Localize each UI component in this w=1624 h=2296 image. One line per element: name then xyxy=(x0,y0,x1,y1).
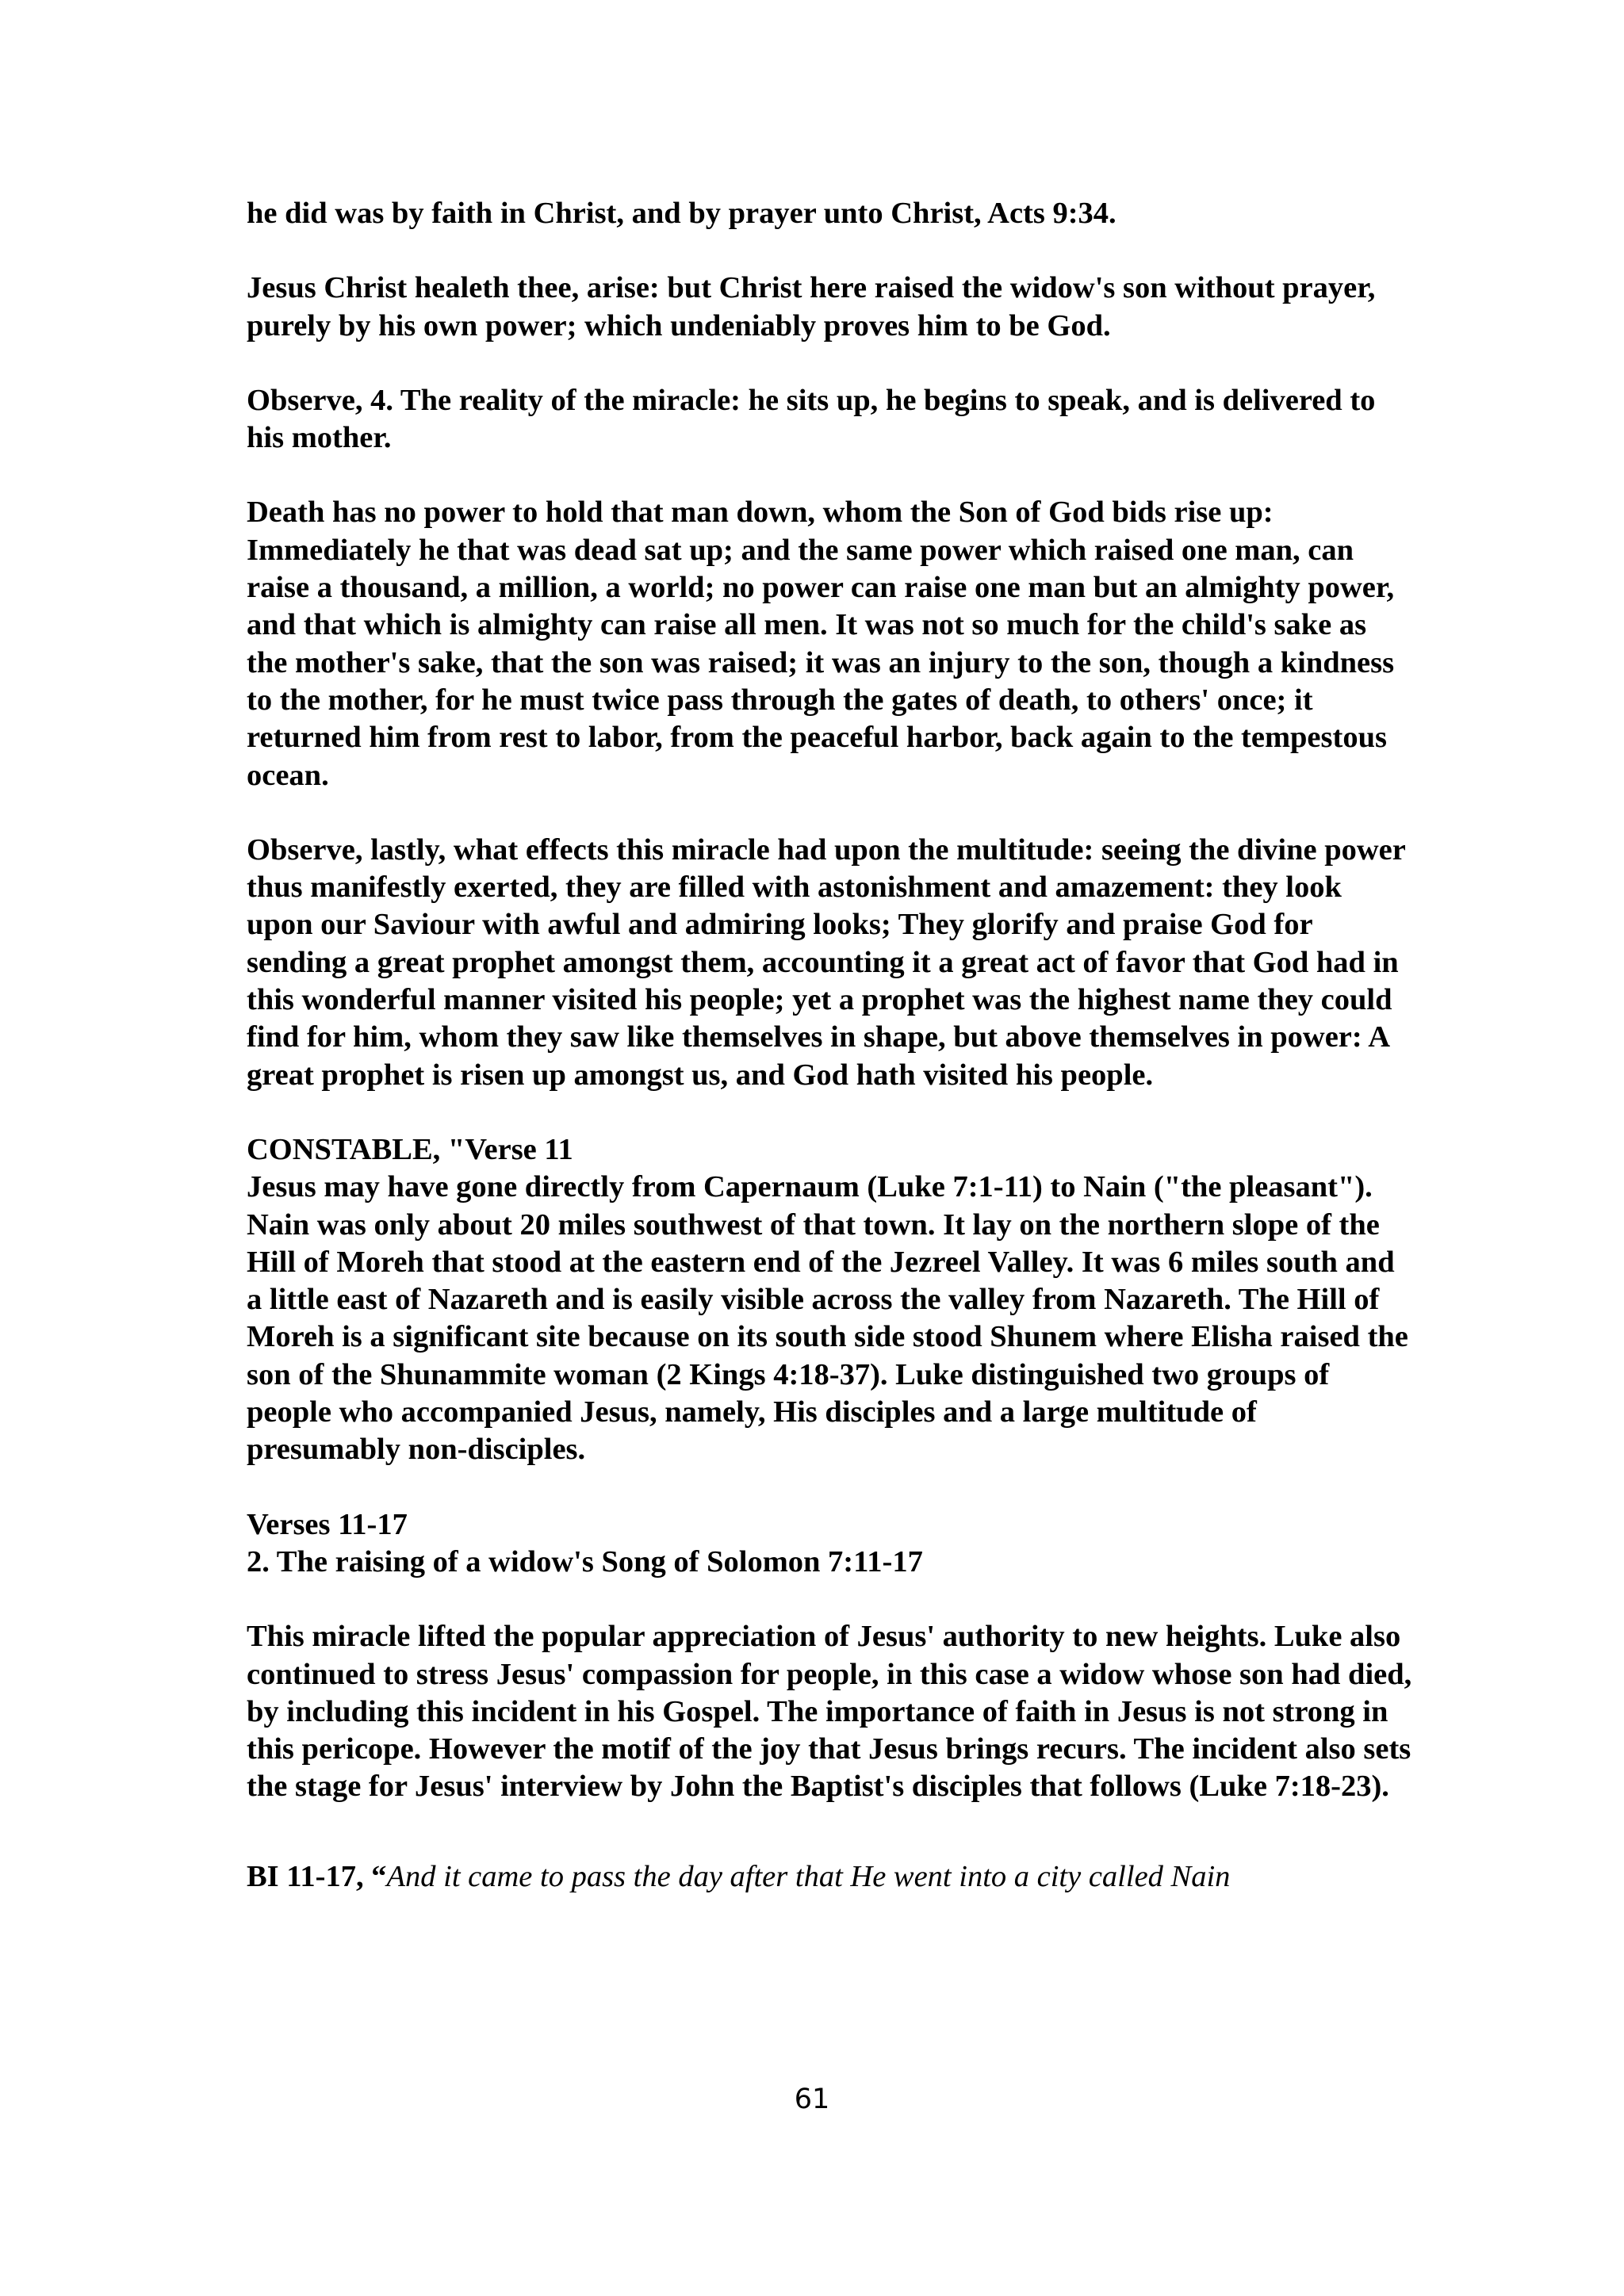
paragraph-observe-lastly: Observe, lastly, what effects this miracle had upon the multitude: seeing the divine power thus manifestly exerted, they are filled with astonishment and amazement: they look upon our Saviour with awful and admiring looks; They glorify and praise God for sending a great prophet amongst them, accounting it a great act of favor that God had in this wonderful manner visited his people; yet a prophet was the highest name they could find for him, whom they saw like themselves in shape, but above themselves in power: A great prophet is risen up amongst us, and God hath visited his people. xyxy=(247,832,1406,1092)
verses-subheading: 2. The raising of a widow's Song of Solomon 7:11-17 xyxy=(247,1544,923,1578)
constable-heading: CONSTABLE, "Verse 11 xyxy=(247,1132,573,1166)
bi-line xyxy=(247,1858,1412,1896)
paragraph-death-no-power: Death has no power to hold that man down, whom the Son of God bids rise up: Immediately he that was dead sat up; and the same power which raised one man, can raise a thousand, a million, a world; no power can raise one man but an almighty power, and that which is almighty can raise all men. It was not so much for the child's sake as the mother's sake, that the son was raised; it was an injury to the son, though a kindness to the mother, for he must twice pass through the gates of death, to others' once; it returned him from rest to labor, from the peaceful harbor, back again to the tempestous ocean. xyxy=(247,496,1395,792)
verses-heading: Verses 11-17 xyxy=(247,1507,408,1541)
paragraph-christ-healeth: Jesus Christ healeth thee, arise: but Christ here raised the widow's son without prayer, purely by his own power; which undeniably proves him to be God. xyxy=(247,271,1376,342)
constable-body: Jesus may have gone directly from Capernaum (Luke 7:1-11) to Nain ("the pleasant"). Nain was only about 20 miles southwest of that town. It lay on the northern slope of the Hill of Moreh that stood at the eastern end of the Jezreel Valley. It was 6 miles south and a little east of Nazareth and is easily visible across the valley from Nazareth. The Hill of Moreh is a significant site because on its south side stood Shunem where Elisha raised the son of the Shunammite woman (2 Kings 4:18-37). Luke distinguished two groups of people who accompanied Jesus, namely, His disciples and a large multitude of presumably non-disciples. xyxy=(247,1170,1408,1467)
paragraph-observe-4: Observe, 4. The reality of the miracle: he sits up, he begins to speak, and is delivered to his mother. xyxy=(247,383,1376,455)
bi-quote: And it came to pass the day after that He went into a city called Nain xyxy=(386,1859,1231,1893)
page-number: 61 xyxy=(794,2084,830,2115)
page-body xyxy=(247,195,1412,1896)
paragraph-acts-reference: he did was by faith in Christ, and by prayer unto Christ, Acts 9:34. xyxy=(247,197,1116,230)
verses-body: This miracle lifted the popular appreciation of Jesus' authority to new heights. Luke also continued to stress Jesus' compassion for people, in this case a widow whose son had died, by including this incident in his Gospel. The importance of faith in Jesus is not strong in this pericope. However the motif of the joy that Jesus brings recurs. The incident also sets the stage for Jesus' interview by John the Baptist's disciples that follows (Luke 7:18-23). xyxy=(247,1620,1412,1804)
bi-label: BI 11-17, “ xyxy=(247,1859,387,1893)
